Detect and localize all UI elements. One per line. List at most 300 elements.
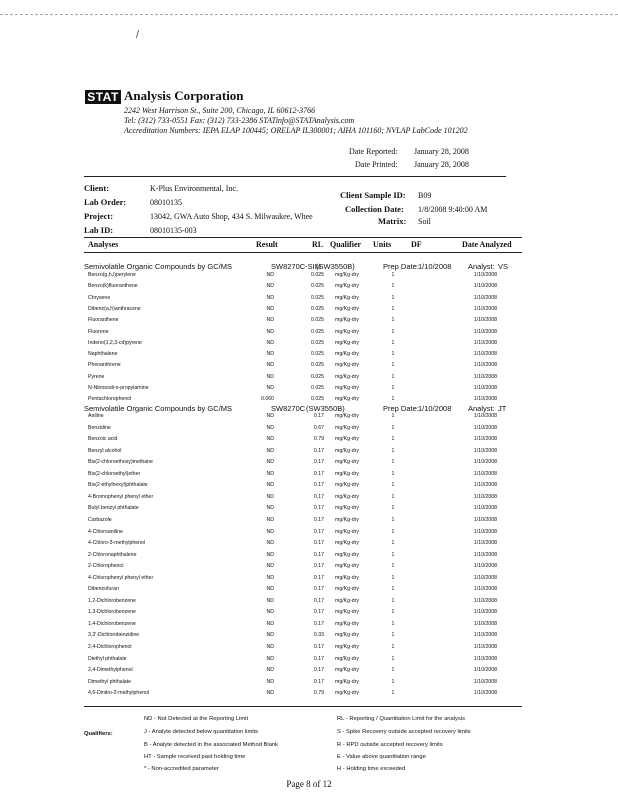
- cell-analyte: Aniline: [88, 413, 104, 419]
- cell-units: mg/Kg-dry: [335, 574, 359, 581]
- page-number: Page 8 of 12: [286, 779, 332, 789]
- table-row: [0, 561, 618, 572]
- cell-analyte: 4-Chlorophenyl phenyl ether: [88, 574, 154, 581]
- cell-rl: 0.025: [311, 317, 324, 324]
- cell-analyte: 2,4-Dimethylphenol: [88, 667, 133, 674]
- cell-date: 1/10/2008: [473, 493, 497, 500]
- cell-analyte: Fluoranthene: [88, 317, 119, 324]
- cell-date: 1/10/2008: [473, 470, 497, 477]
- cell-units: mg/Kg-dry: [335, 586, 359, 593]
- cell-result: 0.060: [261, 396, 274, 403]
- col-df: DF: [411, 240, 422, 249]
- cell-units: mg/Kg-dry: [335, 413, 359, 419]
- cell-analyte: 4-Chloroaniline: [88, 528, 123, 535]
- lab-order-label: Lab Order:: [84, 197, 127, 207]
- cell-units: mg/Kg-dry: [335, 436, 359, 443]
- cell-analyte: Pyrene: [88, 373, 105, 380]
- cell-result: ND: [266, 459, 274, 466]
- cell-rl: 0.025: [311, 283, 324, 290]
- section2-analyst-label: Analyst:: [468, 404, 495, 413]
- cell-df: 1: [391, 551, 395, 558]
- table-row: [0, 688, 618, 699]
- cell-date: 1/10/2008: [473, 294, 497, 301]
- table-row: [0, 349, 618, 360]
- accreditation-line: Accreditation Numbers: IEPA ELAP 100445; ORELAP IL300001; AIHA 101160; NVLAP LabCode 101202: [124, 126, 468, 135]
- cell-df: 1: [391, 482, 395, 489]
- table-row: [0, 550, 618, 561]
- cell-df: 1: [391, 447, 395, 454]
- cell-result: ND: [266, 283, 274, 290]
- table-row: [0, 338, 618, 349]
- cell-date: 1/10/2008: [473, 396, 497, 403]
- cell-date: 1/10/2008: [473, 586, 497, 593]
- cell-result: ND: [266, 620, 274, 627]
- cell-rl: 0.025: [311, 294, 324, 301]
- col-result: Result: [256, 240, 278, 249]
- cell-df: 1: [391, 283, 395, 290]
- matrix-label: Matrix:: [378, 216, 407, 226]
- cell-analyte: 4,6-Dinitro-2-methylphenol: [88, 690, 150, 697]
- cell-units: mg/Kg-dry: [335, 272, 359, 278]
- cell-result: ND: [266, 505, 274, 512]
- cell-date: 1/10/2008: [473, 667, 497, 674]
- qualifier-right-3: E - Value above quantitation range: [337, 754, 426, 760]
- cell-rl: 0.17: [313, 667, 324, 674]
- cell-analyte: Naphthalene: [88, 351, 118, 358]
- cell-result: ND: [266, 305, 274, 312]
- cell-rl: 0.17: [313, 493, 324, 500]
- cell-date: 1/10/2008: [473, 447, 497, 454]
- table-row: [0, 457, 618, 468]
- cell-date: 1/10/2008: [473, 644, 497, 650]
- table-row: [0, 469, 618, 480]
- cell-date: 1/10/2008: [473, 413, 497, 419]
- cell-df: 1: [391, 586, 395, 593]
- cell-df: 1: [391, 459, 395, 466]
- cell-rl: 0.17: [313, 655, 324, 662]
- cell-rl: 0.17: [313, 447, 324, 454]
- cell-analyte: 4-Bromophenyl phenyl ether: [88, 493, 154, 500]
- date-printed-value: January 28, 2008: [414, 160, 469, 169]
- cell-date: 1/10/2008: [473, 597, 497, 604]
- table-row: [0, 619, 618, 630]
- table-row: [0, 654, 618, 665]
- cell-rl: 0.025: [311, 385, 324, 391]
- cell-analyte: 1,4-Dichlorobenzene: [88, 620, 136, 627]
- cell-rl: 0.17: [313, 540, 324, 547]
- cell-units: mg/Kg-dry: [335, 644, 359, 650]
- cell-analyte: Dibenz(a,h)anthracene: [88, 305, 141, 312]
- cell-date: 1/10/2008: [473, 690, 497, 697]
- qualifier-left-1: J - Analyte detected below quantitation limits: [144, 729, 259, 735]
- cell-df: 1: [391, 597, 395, 604]
- cell-result: ND: [266, 528, 274, 535]
- table-row: [0, 677, 618, 688]
- cell-analyte: 1,2-Dichlorobenzene: [88, 597, 136, 604]
- cell-df: 1: [391, 413, 395, 419]
- cell-result: ND: [266, 690, 274, 697]
- cell-analyte: Fluorene: [88, 328, 109, 335]
- cell-units: mg/Kg-dry: [335, 328, 359, 335]
- cell-date: 1/10/2008: [473, 424, 497, 431]
- col-qualifier: Qualifier: [330, 240, 362, 249]
- cell-df: 1: [391, 362, 395, 369]
- section1-title: Semivolatile Organic Compounds by GC/MS: [84, 262, 232, 271]
- cell-result: ND: [266, 317, 274, 324]
- date-reported-value: January 28, 2008: [414, 147, 469, 156]
- cell-df: 1: [391, 385, 395, 391]
- cell-result: ND: [266, 586, 274, 593]
- table-row: [0, 596, 618, 607]
- lab-id-label: Lab ID:: [84, 225, 114, 235]
- col-date-analyzed: Date Analyzed: [462, 240, 512, 249]
- company-address: 2242 West Harrison St., Suite 200, Chicago, IL 60612-3766: [124, 106, 316, 115]
- cell-df: 1: [391, 620, 395, 627]
- cell-rl: 0.17: [313, 574, 324, 581]
- cell-analyte: 2,4-Dichlorophenol: [88, 644, 132, 650]
- column-header-rule-top: [84, 237, 522, 238]
- cell-result: ND: [266, 373, 274, 380]
- cell-df: 1: [391, 609, 395, 616]
- section2-title: Semivolatile Organic Compounds by GC/MS: [84, 404, 232, 413]
- date-printed-label: Date Printed:: [355, 160, 398, 169]
- cell-df: 1: [391, 574, 395, 581]
- cell-date: 1/10/2008: [473, 678, 497, 685]
- cell-result: ND: [266, 574, 274, 581]
- cell-result: ND: [266, 294, 274, 301]
- cell-analyte: Dibenzofuran: [88, 586, 119, 593]
- cell-df: 1: [391, 516, 395, 523]
- table-row: [0, 270, 618, 281]
- cell-result: ND: [266, 516, 274, 523]
- cell-date: 1/10/2008: [473, 436, 497, 443]
- stat-logo: STAT: [85, 90, 121, 104]
- cell-units: mg/Kg-dry: [335, 396, 359, 403]
- cell-result: ND: [266, 482, 274, 489]
- cell-rl: 0.17: [313, 551, 324, 558]
- qualifier-right-4: H - Holding time exceeded: [337, 766, 406, 772]
- cell-df: 1: [391, 493, 395, 500]
- cell-result: ND: [266, 339, 274, 346]
- cell-result: ND: [266, 328, 274, 335]
- cell-rl: 0.025: [311, 373, 324, 380]
- cell-date: 1/10/2008: [473, 574, 497, 581]
- section1-prep-date-label: Prep Date:: [383, 262, 419, 271]
- cell-date: 1/10/2008: [473, 551, 497, 558]
- cell-analyte: Benzoic acid: [88, 436, 118, 443]
- cell-rl: 0.17: [313, 609, 324, 616]
- header-rule: [84, 176, 506, 177]
- footer-rule: [84, 706, 522, 707]
- cell-units: mg/Kg-dry: [335, 385, 359, 391]
- cell-result: ND: [266, 609, 274, 616]
- company-name: Analysis Corporation: [124, 88, 244, 103]
- cell-df: 1: [391, 563, 395, 570]
- collection-date-label: Collection Date:: [345, 204, 404, 214]
- cell-units: mg/Kg-dry: [335, 373, 359, 380]
- cell-df: 1: [391, 678, 395, 685]
- cell-units: mg/Kg-dry: [335, 470, 359, 477]
- cell-date: 1/10/2008: [473, 482, 497, 489]
- cell-date: 1/10/2008: [473, 516, 497, 523]
- cell-date: 1/10/2008: [473, 655, 497, 662]
- cell-analyte: Bis(2-ethylhexyl)phthalate: [88, 482, 148, 489]
- cell-analyte: Benzo(g,h,i)perylene: [88, 272, 136, 278]
- cell-df: 1: [391, 339, 395, 346]
- cell-date: 1/10/2008: [473, 362, 497, 369]
- cell-units: mg/Kg-dry: [335, 317, 359, 324]
- cell-units: mg/Kg-dry: [335, 516, 359, 523]
- cell-rl: 0.025: [311, 396, 324, 403]
- section1-method: SW8270C-SIM: [271, 262, 322, 271]
- cell-df: 1: [391, 655, 395, 662]
- table-row: [0, 281, 618, 292]
- cell-result: ND: [266, 493, 274, 500]
- cell-result: ND: [266, 540, 274, 547]
- cell-date: 1/10/2008: [473, 283, 497, 290]
- cell-date: 1/10/2008: [473, 528, 497, 535]
- col-units: Units: [373, 240, 392, 249]
- lab-id-value: 08010135-003: [150, 226, 197, 235]
- cell-df: 1: [391, 328, 395, 335]
- cell-units: mg/Kg-dry: [335, 609, 359, 616]
- cell-result: ND: [266, 678, 274, 685]
- cell-rl: 0.79: [313, 436, 324, 443]
- cell-units: mg/Kg-dry: [335, 528, 359, 535]
- cell-df: 1: [391, 667, 395, 674]
- cell-analyte: 2-Chlorophenol: [88, 563, 124, 570]
- cell-df: 1: [391, 272, 395, 278]
- cell-result: ND: [266, 597, 274, 604]
- cell-analyte: Diethyl phthalate: [88, 655, 127, 662]
- qualifier-left-2: B - Analyte detected in the associated Method Blank: [144, 742, 279, 748]
- cell-df: 1: [391, 305, 395, 312]
- cell-analyte: Benzidine: [88, 424, 111, 431]
- table-row: [0, 327, 618, 338]
- section2-prep-method: (SW3550B): [306, 404, 345, 413]
- cell-date: 1/10/2008: [473, 632, 497, 639]
- cell-date: 1/10/2008: [473, 272, 497, 278]
- section1-prep-method: (SW3550B): [316, 262, 355, 271]
- cell-analyte: Bis(2-chloroethoxy)methane: [88, 459, 153, 466]
- cell-rl: 0.025: [311, 305, 324, 312]
- lab-order-value: 08010135: [150, 198, 182, 207]
- cell-units: mg/Kg-dry: [335, 482, 359, 489]
- client-sample-id-value: B09: [418, 191, 432, 200]
- qualifier-right-1: S - Spike Recovery outside accepted recovery limits: [337, 729, 471, 735]
- cell-result: ND: [266, 655, 274, 662]
- cell-result: ND: [266, 551, 274, 558]
- cell-analyte: 3,3'-Dichlorobenzidine: [88, 632, 140, 639]
- cell-result: ND: [266, 644, 274, 650]
- cell-rl: 0.17: [313, 563, 324, 570]
- cell-units: mg/Kg-dry: [335, 351, 359, 358]
- table-row: [0, 527, 618, 538]
- cell-units: mg/Kg-dry: [335, 632, 359, 639]
- cell-units: mg/Kg-dry: [335, 339, 359, 346]
- cell-rl: 0.025: [311, 328, 324, 335]
- cell-date: 1/10/2008: [473, 317, 497, 324]
- table-row: [0, 642, 618, 653]
- table-row: [0, 607, 618, 618]
- cell-result: ND: [266, 667, 274, 674]
- qualifier-right-2: R - RPD outside accepted recovery limits: [337, 742, 443, 748]
- cell-units: mg/Kg-dry: [335, 540, 359, 547]
- matrix-value: Soil: [418, 217, 431, 226]
- cell-df: 1: [391, 690, 395, 697]
- table-row: [0, 360, 618, 371]
- cell-result: ND: [266, 632, 274, 639]
- cell-result: ND: [266, 272, 274, 278]
- cell-df: 1: [391, 505, 395, 512]
- table-row: [0, 630, 618, 641]
- cell-analyte: N-Nitrosodi-n-propylamine: [88, 385, 149, 391]
- table-row: [0, 538, 618, 549]
- cell-units: mg/Kg-dry: [335, 690, 359, 697]
- qualifier-left-0: ND - Not Detected at the Reporting Limit: [144, 716, 249, 722]
- col-rl: RL: [312, 240, 324, 249]
- cell-rl: 0.17: [313, 528, 324, 535]
- cell-rl: 0.17: [313, 586, 324, 593]
- cell-result: ND: [266, 424, 274, 431]
- cell-df: 1: [391, 528, 395, 535]
- column-header-rule-bottom: [84, 252, 522, 253]
- table-row: [0, 411, 618, 422]
- table-row: [0, 315, 618, 326]
- cell-rl: 0.79: [313, 690, 324, 697]
- cell-date: 1/10/2008: [473, 305, 497, 312]
- table-row: [0, 515, 618, 526]
- table-row: [0, 446, 618, 457]
- cell-rl: 0.67: [313, 424, 324, 431]
- cell-result: ND: [266, 447, 274, 454]
- client-value: K-Plus Environmental, Inc.: [150, 184, 238, 193]
- cell-rl: 0.17: [313, 482, 324, 489]
- cell-date: 1/10/2008: [473, 540, 497, 547]
- cell-analyte: Pentachlorophenol: [88, 396, 132, 403]
- cell-rl: 0.17: [313, 459, 324, 466]
- table-row: [0, 372, 618, 383]
- cell-df: 1: [391, 632, 395, 639]
- qualifiers-label: Qualifiers:: [84, 731, 113, 737]
- cell-units: mg/Kg-dry: [335, 667, 359, 674]
- qualifier-left-4: * - Non-accredited parameter: [144, 766, 219, 772]
- cell-units: mg/Kg-dry: [335, 447, 359, 454]
- cell-units: mg/Kg-dry: [335, 563, 359, 570]
- cell-analyte: Carbazole: [88, 516, 112, 523]
- cell-rl: 0.17: [313, 516, 324, 523]
- cell-units: mg/Kg-dry: [335, 551, 359, 558]
- cell-df: 1: [391, 317, 395, 324]
- cell-analyte: 2-Chloronaphthalene: [88, 551, 137, 558]
- cell-result: ND: [266, 436, 274, 443]
- cell-df: 1: [391, 540, 395, 547]
- cell-date: 1/10/2008: [473, 505, 497, 512]
- section2-analyst: JT: [498, 404, 507, 413]
- table-row: [0, 383, 618, 394]
- cell-units: mg/Kg-dry: [335, 283, 359, 290]
- cell-analyte: Chrysene: [88, 294, 111, 301]
- cell-date: 1/10/2008: [473, 459, 497, 466]
- cell-result: ND: [266, 563, 274, 570]
- cell-date: 1/10/2008: [473, 328, 497, 335]
- cell-result: ND: [266, 362, 274, 369]
- cell-df: 1: [391, 294, 395, 301]
- scan-mark: [136, 30, 143, 38]
- cell-df: 1: [391, 351, 395, 358]
- cell-rl: 0.17: [313, 644, 324, 650]
- table-row: [0, 480, 618, 491]
- cell-analyte: Butyl benzyl phthalate: [88, 505, 139, 512]
- cell-date: 1/10/2008: [473, 351, 497, 358]
- cell-units: mg/Kg-dry: [335, 294, 359, 301]
- cell-rl: 0.17: [313, 597, 324, 604]
- cell-units: mg/Kg-dry: [335, 362, 359, 369]
- cell-units: mg/Kg-dry: [335, 459, 359, 466]
- cell-date: 1/10/2008: [473, 373, 497, 380]
- table-row: [0, 665, 618, 676]
- table-row: [0, 304, 618, 315]
- section2-method: SW8270C: [271, 404, 306, 413]
- table-row: [0, 492, 618, 503]
- client-label: Client:: [84, 183, 110, 193]
- section1-analyst-label: Analyst:: [468, 262, 495, 271]
- qualifier-right-0: RL - Reporting / Quantitation Limit for the analysis: [337, 716, 466, 722]
- cell-date: 1/10/2008: [473, 620, 497, 627]
- cell-rl: 0.17: [313, 505, 324, 512]
- cell-analyte: 1,3-Dichlorobenzene: [88, 609, 136, 616]
- cell-rl: 0.17: [313, 470, 324, 477]
- col-analyses: Analyses: [88, 240, 119, 249]
- cell-rl: 0.17: [313, 620, 324, 627]
- cell-units: mg/Kg-dry: [335, 505, 359, 512]
- table-row: [0, 503, 618, 514]
- cell-rl: 0.17: [313, 678, 324, 685]
- section1-analyst: VS: [498, 262, 509, 271]
- cell-rl: 0.025: [311, 272, 324, 278]
- section2-prep-date-label: Prep Date:: [383, 404, 419, 413]
- project-value: 13042, GWA Auto Shop, 434 S. Milwaukee, Whee: [150, 212, 313, 221]
- table-row: [0, 423, 618, 434]
- section1-prep-date: 1/10/2008: [418, 262, 452, 271]
- cell-df: 1: [391, 373, 395, 380]
- cell-result: ND: [266, 351, 274, 358]
- cell-analyte: Phenanthrene: [88, 362, 121, 369]
- cell-units: mg/Kg-dry: [335, 305, 359, 312]
- cell-analyte: Benzo(k)fluoranthene: [88, 283, 138, 290]
- cell-df: 1: [391, 436, 395, 443]
- cell-df: 1: [391, 424, 395, 431]
- table-row: [0, 584, 618, 595]
- cell-rl: 0.025: [311, 351, 324, 358]
- cell-units: mg/Kg-dry: [335, 620, 359, 627]
- cell-date: 1/10/2008: [473, 609, 497, 616]
- cell-rl: 0.33: [313, 632, 324, 639]
- cell-df: 1: [391, 470, 395, 477]
- cell-result: ND: [266, 413, 274, 419]
- cell-units: mg/Kg-dry: [335, 678, 359, 685]
- table-row: [0, 293, 618, 304]
- date-reported-label: Date Reported:: [349, 147, 398, 156]
- cell-analyte: Benzyl alcohol: [88, 447, 122, 454]
- cell-analyte: Bis(2-chloroethyl)ether: [88, 470, 141, 477]
- cell-rl: 0.17: [313, 413, 324, 419]
- cell-date: 1/10/2008: [473, 339, 497, 346]
- cell-date: 1/10/2008: [473, 563, 497, 570]
- cell-df: 1: [391, 644, 395, 650]
- collection-date-value: 1/8/2008 9:40:00 AM: [418, 205, 488, 214]
- cell-units: mg/Kg-dry: [335, 655, 359, 662]
